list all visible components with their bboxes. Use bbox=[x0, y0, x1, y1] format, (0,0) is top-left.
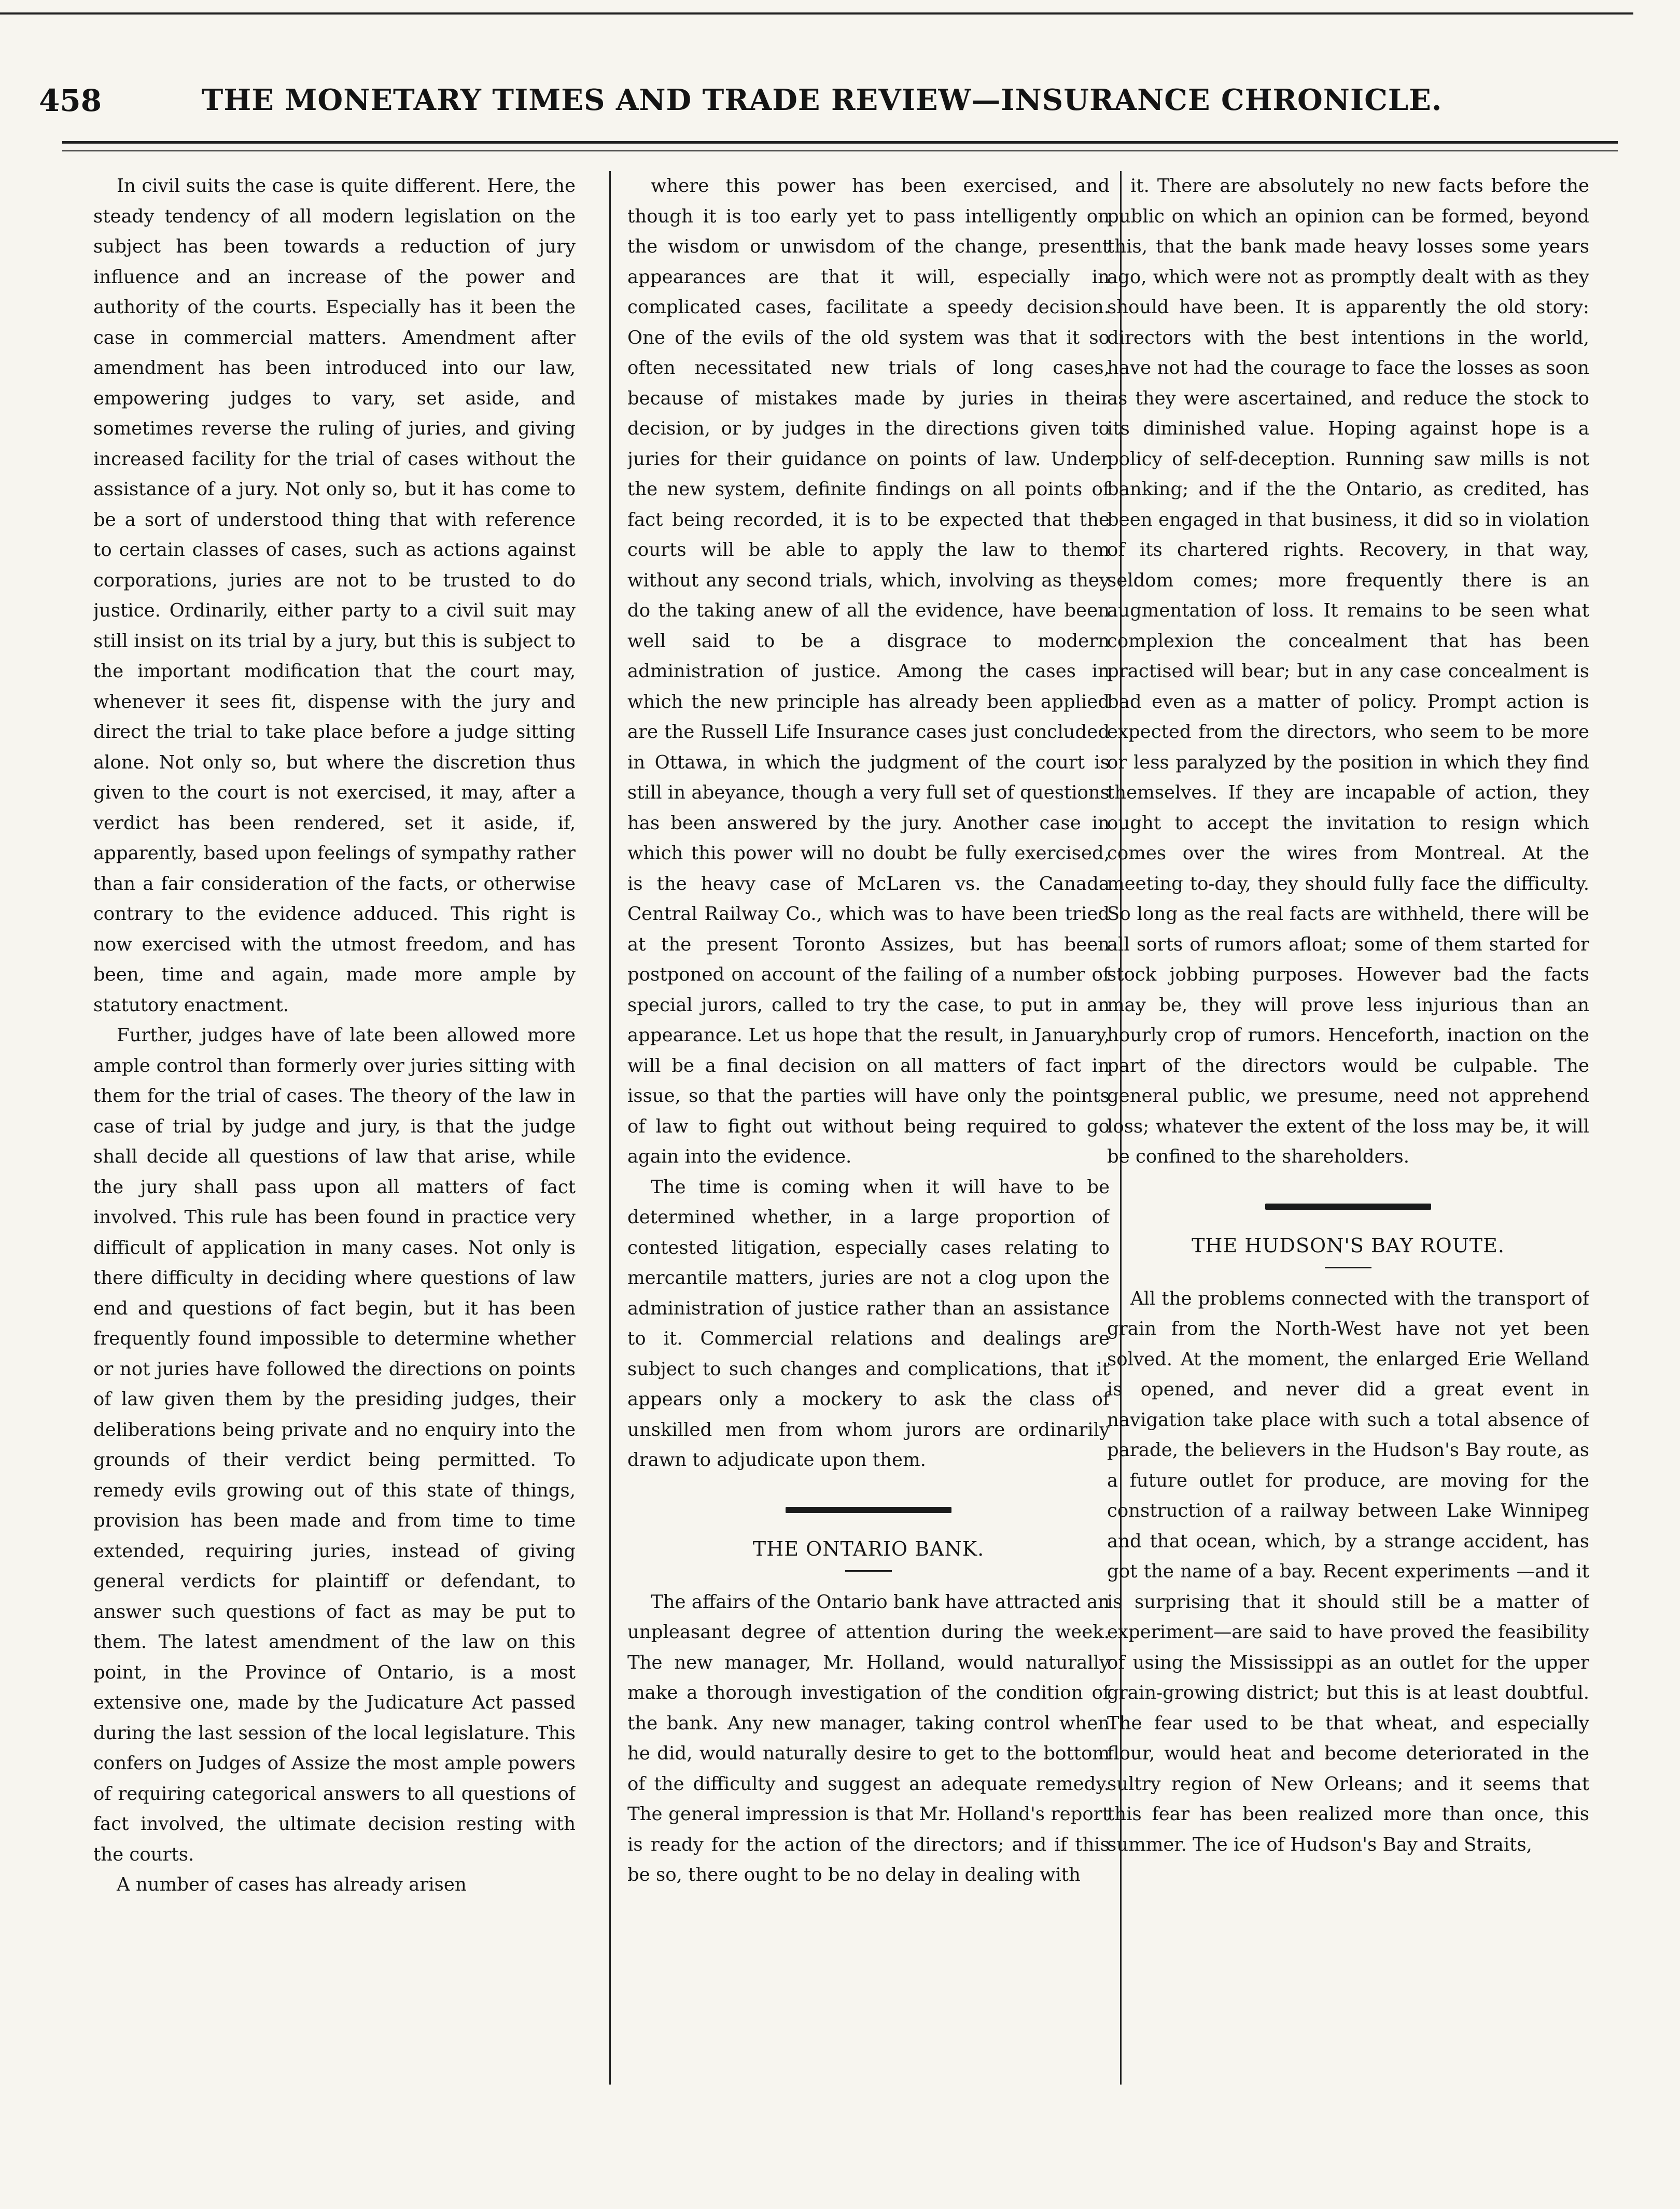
section-heading-hudsons-bay bbox=[1107, 1204, 1589, 1268]
column-2 bbox=[627, 171, 1110, 2069]
column-3 bbox=[1107, 171, 1589, 2069]
paragraph: it. There are absolutely no new facts before the public on which an opinion can be formed, beyond this, that the bank made heavy losses some years ago, which were not as promptly dealt with as they should have been. It is apparently the old story: directors with the best intentions in the world, have not had the courage to face the losses as soon as they were ascertained, and reduce the stock to its diminished value. Hoping against hope is a policy of self-deception. Running saw mills is not banking; and if the the Ontario, as credited, has been engaged in that business, it did so in violation of its chartered rights. Recovery, in that way, seldom comes; more frequently there is an augmentation of loss. It remains to be seen what complexion the concealment that has been practised will bear; but in any case concealment is bad even as a matter of policy. Prompt action is expected from the directors, who seem to be more or less paralyzed by the position in which they find themselves. If they are incapable of action, they ought to accept the invitation to resign which comes over the wires from Montreal. At the meeting to-day, they should fully face the difficulty. So long as the real facts are withheld, there will be all sorts of rumors afloat; some of them started for stock jobbing purposes. However bad the facts may be, they will prove less injurious than an hourly crop of rumors. Henceforth, inaction on the part of the directors would be culpable. The general public, we presume, need not apprehend loss; whatever the extent of the loss may be, it will be confined to the shareholders. bbox=[1107, 175, 1589, 1167]
column-1 bbox=[93, 171, 576, 2069]
page-number: 458 bbox=[39, 83, 102, 118]
section-heading-ontario-bank bbox=[627, 1507, 1110, 1572]
paragraph: The affairs of the Ontario bank have attracted an unpleasant degree of attention during the week. The new manager, Mr. Holland, would naturally make a thorough investigation of the condition of the bank. Any new manager, taking control when he did, would naturally desire to get to the bottom of the difficulty and suggest an adequate remedy. The general impression is that Mr. Holland's report is ready for the action of the directors; and if this be so, there ought to be no delay in dealing with bbox=[627, 1591, 1110, 1885]
top-rule bbox=[0, 12, 1633, 15]
paragraph: In civil suits the case is quite different. Here, the steady tendency of all modern legislation on the subject has been towards a reduction of jury influence and an increase of the power and authority of the courts. Especially has it been the case in commercial matters. Amendment after amendment has been introduced into our law, empowering judges to vary, set aside, and sometimes reverse the ruling of juries, and giving increased facility for the trial of cases without the assistance of a jury. Not only so, but it has come to be a sort of understood thing that with reference to certain classes of cases, such as actions against corporations, juries are not to be trusted to do justice. Ordinarily, either party to a civil suit may still insist on its trial by a jury, but this is subject to the important modification that the court may, whenever it sees fit, dispense with the jury and direct the trial to take place before a judge sitting alone. Not only so, but where the discretion thus given to the court is not exercised, it may, after a verdict has been rendered, set it aside, if, apparently, based upon feelings of sympathy rather than a fair consideration of the facts, or otherwise contrary to the evidence adduced. This right is now exercised with the utmost freedom, and has been, time and again, made more ample by statutory enactment. bbox=[93, 175, 576, 1016]
paragraph: The time is coming when it will have to be determined whether, in a large proportion of contested litigation, especially cases relating to mercantile matters, juries are not a clog upon the administration of justice rather than an assistance to it. Commercial relations and dealings are subject to such changes and complications, that it appears only a mockery to ask the class of unskilled men from whom jurors are ordinarily drawn to adjudicate upon them. bbox=[627, 1176, 1110, 1471]
paragraph: Further, judges have of late been allowed more ample control than formerly over juries sitting with them for the trial of cases. The theory of the law in case of trial by judge and jury, is that the judge shall decide all questions of law that arise, while the jury shall pass upon all matters of fact involved. This rule has been found in practice very difficult of application in many cases. Not only is there difficulty in deciding where questions of law end and questions of fact begin, but it has been frequently found impossible to determine whether or not juries have followed the directions on points of law given them by the presiding judges, their deliberations being private and no enquiry into the grounds of their verdict being permitted. To remedy evils growing out of this state of things, provision has been made and from time to time extended, requiring juries, instead of giving general verdicts for plaintiff or defendant, to answer such questions of fact as may be put to them. The latest amendment of the law on this point, in the Province of Ontario, is a most extensive one, made by the Judicature Act passed during the last session of the local legislature. This confers on Judges of Assize the most ample powers of requiring categorical answers to all questions of fact involved, the ultimate decision resting with the courts. bbox=[93, 1025, 576, 1865]
page-header bbox=[29, 83, 1615, 140]
column-divider bbox=[609, 171, 611, 2085]
paragraph: where this power has been exercised, and though it is too early yet to pass intelligently on the wisdom or unwisdom of the change, present appearances are that it will, especially in complicated cases, facilitate a speedy decision. One of the evils of the old system was that it so often necessitated new trials of long cases, because of mistakes made by juries in their decision, or by judges in the directions given to juries for their guidance on points of law. Under the new system, definite findings on all points of fact being recorded, it is to be expected that the courts will be able to apply the law to them without any second trials, which, involving as they do the taking anew of all the evidence, have been well said to be a disgrace to modern administration of justice. Among the cases in which the new principle has already been applied are the Russell Life Insurance cases just concluded in Ottawa, in which the judgment of the court is still in abeyance, though a very full set of questions has been answered by the jury. Another case in which this power will no doubt be fully exercised, is the heavy case of McLaren vs. the Canada Central Railway Co., which was to have been tried at the present Toronto Assizes, but has been postponed on account of the failing of a number of special jurors, called to try the case, to put in an appearance. Let us hope that the result, in January, will be a final decision on all matters of fact in issue, so that the parties will have only the points of law to fight out without being required to go again into the evidence. bbox=[627, 175, 1110, 1167]
paragraph: A number of cases has already arisen bbox=[117, 1874, 467, 1895]
heading-rule bbox=[786, 1507, 951, 1513]
section-heading: THE ONTARIO BANK. bbox=[752, 1537, 985, 1560]
heading-rule bbox=[1265, 1204, 1431, 1210]
header-rule bbox=[62, 141, 1618, 144]
heading-underline bbox=[1325, 1267, 1371, 1268]
page-title: THE MONETARY TIMES AND TRADE REVIEW—INSURANCE CHRONICLE. bbox=[201, 83, 1443, 117]
header-rule-thin bbox=[62, 150, 1618, 151]
paragraph: All the problems connected with the transport of grain from the North-West have not yet been solved. At the moment, the enlarged Erie Welland is opened, and never did a great event in navigation take place with such a total absence of parade, the believers in the Hudson's Bay route, as a future outlet for produce, are moving for the construction of a railway between Lake Winnipeg and that ocean, which, by a strange accident, has got the name of a bay. Recent experiments —and it is surprising that it should still be a matter of experiment—are said to have proved the feasibility of using the Mississippi as an outlet for the upper grain-growing district; but this is at least doubtful. The fear used to be that wheat, and especially flour, would heat and become deteriorated in the sultry region of New Orleans; and it seems that this fear has been realized more than once, this summer. The ice of Hudson's Bay and Straits, bbox=[1107, 1288, 1589, 1855]
heading-underline bbox=[845, 1570, 892, 1572]
section-heading: THE HUDSON'S BAY ROUTE. bbox=[1192, 1234, 1505, 1257]
